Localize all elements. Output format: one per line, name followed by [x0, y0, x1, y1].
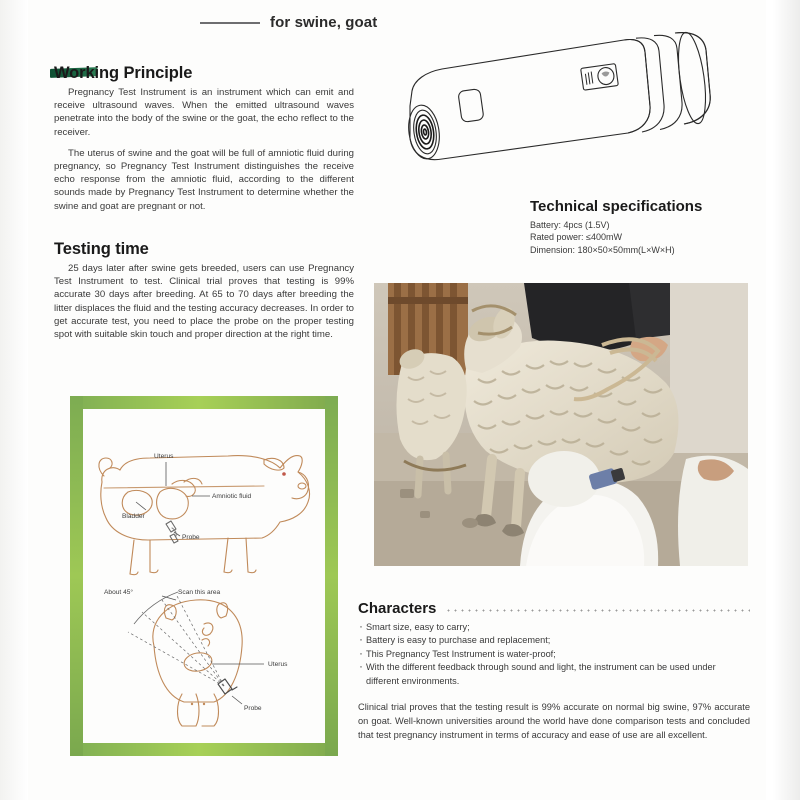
frame-cut-top — [83, 409, 325, 443]
page-title: for swine, goat — [270, 14, 378, 31]
frame-bar-top — [70, 396, 338, 409]
technical-specifications-title: Technical specifications — [530, 198, 703, 215]
characters-section — [358, 600, 750, 742]
characters-title: Characters — [358, 600, 437, 617]
swine-rear-view-diagram — [92, 578, 328, 728]
frame-leg-left — [70, 396, 83, 756]
characters-footer-paragraph: Clinical trial proves that the testing result is 99% accurate on normal big swine, 97% accurate on goat. Well-known universities around the world have done comparison tests and concluded that test pregnancy instrument in terms of accuracy and ease of use are all excellent. — [358, 702, 750, 740]
spec-rated-power: Rated power: ≤400mW — [530, 232, 622, 243]
header-rule-icon — [200, 22, 260, 24]
testing-time-title: Testing time — [54, 240, 149, 258]
working-principle-title: Working Principle — [54, 64, 193, 82]
page-header — [200, 14, 377, 31]
label-uterus: Uterus — [154, 453, 174, 460]
label-bladder: Bladder — [122, 513, 145, 520]
label-probe: Probe — [182, 534, 200, 541]
list-item: · Smart size, easy to carry; — [358, 621, 750, 634]
label-about-45-degrees: About 45° — [104, 589, 134, 596]
swine-side-view-diagram — [88, 440, 328, 580]
spec-battery: Battery: 4pcs (1.5V) — [530, 220, 610, 230]
working-principle-section — [54, 64, 354, 221]
list-item: · This Pregnancy Test Instrument is water-proof; — [358, 648, 750, 661]
characters-header — [358, 600, 750, 617]
characters-list — [358, 621, 750, 688]
label-uterus-rear: Uterus — [268, 661, 288, 668]
list-item: · With the different feedback through sound and light, the instrument can be used under different environments. — [358, 661, 750, 688]
frame-bar-bottom — [70, 743, 338, 756]
testing-time-section — [54, 240, 354, 349]
working-principle-paragraph-2: The uterus of swine and the goat will be full of amniotic fluid during pregnancy, so Pregnancy Test Instrument distinguishes the receive echo response from the amniotic fluid, according to the different sounds made by Pregnancy Test Instrument to determine whether the swine and goat are pregnant or not. — [54, 147, 354, 212]
label-amniotic-fluid: Amniotic fluid — [212, 493, 252, 500]
dotted-divider-icon — [445, 609, 750, 612]
list-item: · Battery is easy to purchase and replacement; — [358, 634, 750, 647]
testing-time-paragraph: 25 days later after swine gets breeded, users can use Pregnancy Test Instrument to test. Clinical trial proves that testing is 99% accurate 30 days after breeding. At 65 to 70 days after breeding the litter displaces the fluid and the testing accuracy decreases. In order to get accurate test, you need to place the probe on the proper testing spot with suitable skin touch and proper direction at the right time. — [54, 263, 354, 341]
technical-specifications-section — [530, 198, 770, 256]
working-principle-paragraph-1: Pregnancy Test Instrument is an instrument which can emit and receive ultrasound waves. When the emitted ultrasound waves penetrate into the body of the swine or the goat, the echo reflect to the receiver. — [54, 87, 354, 138]
label-probe-rear: Probe — [244, 705, 262, 712]
label-scan-this-area: Scan this area — [178, 589, 221, 596]
field-test-photo — [374, 283, 748, 566]
device-illustration — [392, 28, 732, 173]
spec-dimension: Dimension: 180×50×50mm(L×W×H) — [530, 244, 675, 255]
